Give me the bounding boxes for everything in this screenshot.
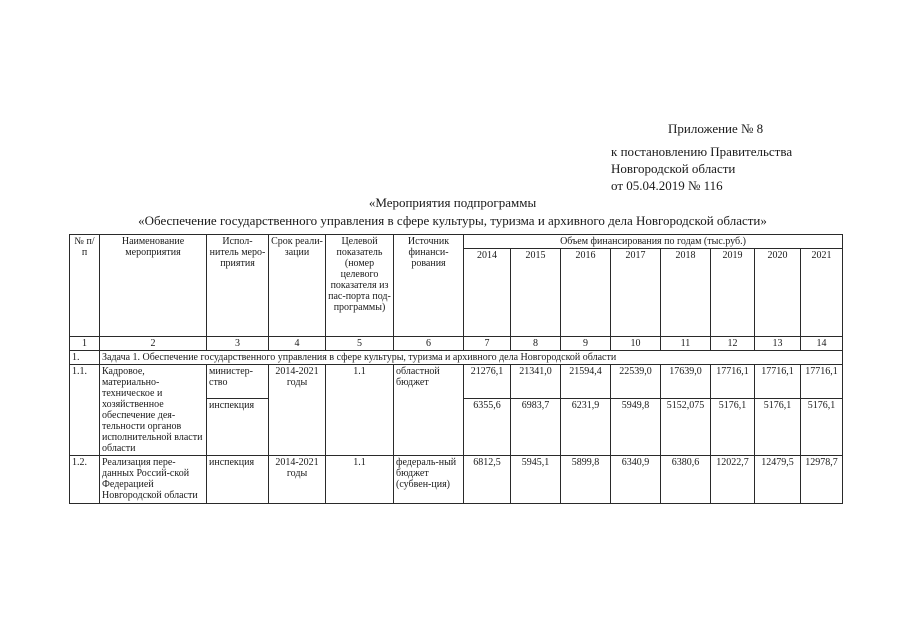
row-term: 2014-2021 годы [269, 456, 326, 504]
document-title-line-2: «Обеспечение государственного управления в сфере культуры, туризма и архивного дела Новгородской области» [138, 213, 767, 228]
column-number: 12 [711, 337, 755, 351]
reference-line-1: к постановлению Правительства [611, 144, 793, 159]
row-value: 5949,8 [611, 398, 661, 455]
column-number: 10 [611, 337, 661, 351]
row-value: 22539,0 [611, 365, 661, 399]
row-target: 1.1 [326, 456, 394, 504]
row-value: 6812,5 [464, 456, 511, 504]
column-number: 13 [755, 337, 801, 351]
header-year-2016: 2016 [561, 249, 611, 337]
row-value: 6380,6 [661, 456, 711, 504]
row-executor: инспекция [207, 398, 269, 455]
activities-table [69, 234, 843, 504]
column-number: 7 [464, 337, 511, 351]
row-value: 6355,6 [464, 398, 511, 455]
column-number: 3 [207, 337, 269, 351]
row-value: 12479,5 [755, 456, 801, 504]
row-value: 12022,7 [711, 456, 755, 504]
column-number: 5 [326, 337, 394, 351]
row-term: 2014-2021 годы [269, 365, 326, 456]
row-value: 6340,9 [611, 456, 661, 504]
row-value: 6983,7 [511, 398, 561, 455]
row-name: Реализация пере-данных Россий-ской Федерацией Новгородской области [100, 456, 207, 504]
row-value: 5176,1 [755, 398, 801, 455]
header-term: Срок реали-зации [269, 235, 326, 337]
column-number: 2 [100, 337, 207, 351]
header-source: Источник финанси-рования [394, 235, 464, 337]
column-number: 4 [269, 337, 326, 351]
header-year-2018: 2018 [661, 249, 711, 337]
column-number: 9 [561, 337, 611, 351]
header-year-2014: 2014 [464, 249, 511, 337]
column-number-row [70, 337, 843, 351]
column-number: 1 [70, 337, 100, 351]
table-row [70, 456, 843, 504]
header-year-2017: 2017 [611, 249, 661, 337]
row-value: 21276,1 [464, 365, 511, 399]
header-target: Целевой показатель (номер целевого показателя из пас-порта под-программы) [326, 235, 394, 337]
row-value: 17716,1 [711, 365, 755, 399]
header-executor: Испол-нитель меро-приятия [207, 235, 269, 337]
column-number: 11 [661, 337, 711, 351]
row-name: Кадровое, материально-техническое и хозяйственное обеспечение дея-тельности органов исполнительной власти области [100, 365, 207, 456]
row-value: 5176,1 [801, 398, 843, 455]
column-number: 6 [394, 337, 464, 351]
row-value: 21594,4 [561, 365, 611, 399]
row-num: 1.2. [70, 456, 100, 504]
header-year-2019: 2019 [711, 249, 755, 337]
row-executor: министер-ство [207, 365, 269, 399]
header-funding: Объем финансирования по годам (тыс.руб.) [464, 235, 843, 249]
row-value: 17716,1 [801, 365, 843, 399]
header-year-2021: 2021 [801, 249, 843, 337]
row-source: областной бюджет [394, 365, 464, 456]
document-title-line-1: «Мероприятия подпрограммы [368, 195, 537, 210]
header-name: Наименование мероприятия [100, 235, 207, 337]
column-number: 14 [801, 337, 843, 351]
row-value: 17716,1 [755, 365, 801, 399]
reference-block [611, 143, 792, 194]
row-value: 5152,075 [661, 398, 711, 455]
header-num: № п/п [70, 235, 100, 337]
column-number: 8 [511, 337, 561, 351]
reference-line-3: от 05.04.2019 № 116 [611, 178, 723, 193]
task-row [70, 351, 843, 365]
row-executor: инспекция [207, 456, 269, 504]
appendix-label: Приложение № 8 [668, 121, 764, 136]
row-value: 21341,0 [511, 365, 561, 399]
header-year-2020: 2020 [755, 249, 801, 337]
reference-line-2: Новгородской области [611, 161, 736, 176]
row-value: 5899,8 [561, 456, 611, 504]
table-row [70, 365, 843, 399]
task-text: Задача 1. Обеспечение государственного управления в сфере культуры, туризма и архивного дела Новгородской области [100, 351, 843, 365]
row-value: 5945,1 [511, 456, 561, 504]
row-num: 1.1. [70, 365, 100, 456]
row-value: 6231,9 [561, 398, 611, 455]
row-value: 17639,0 [661, 365, 711, 399]
header-year-2015: 2015 [511, 249, 561, 337]
task-num: 1. [70, 351, 100, 365]
row-value: 12978,7 [801, 456, 843, 504]
row-source: федераль-ный бюджет (субвен-ция) [394, 456, 464, 504]
row-value: 5176,1 [711, 398, 755, 455]
row-target: 1.1 [326, 365, 394, 456]
